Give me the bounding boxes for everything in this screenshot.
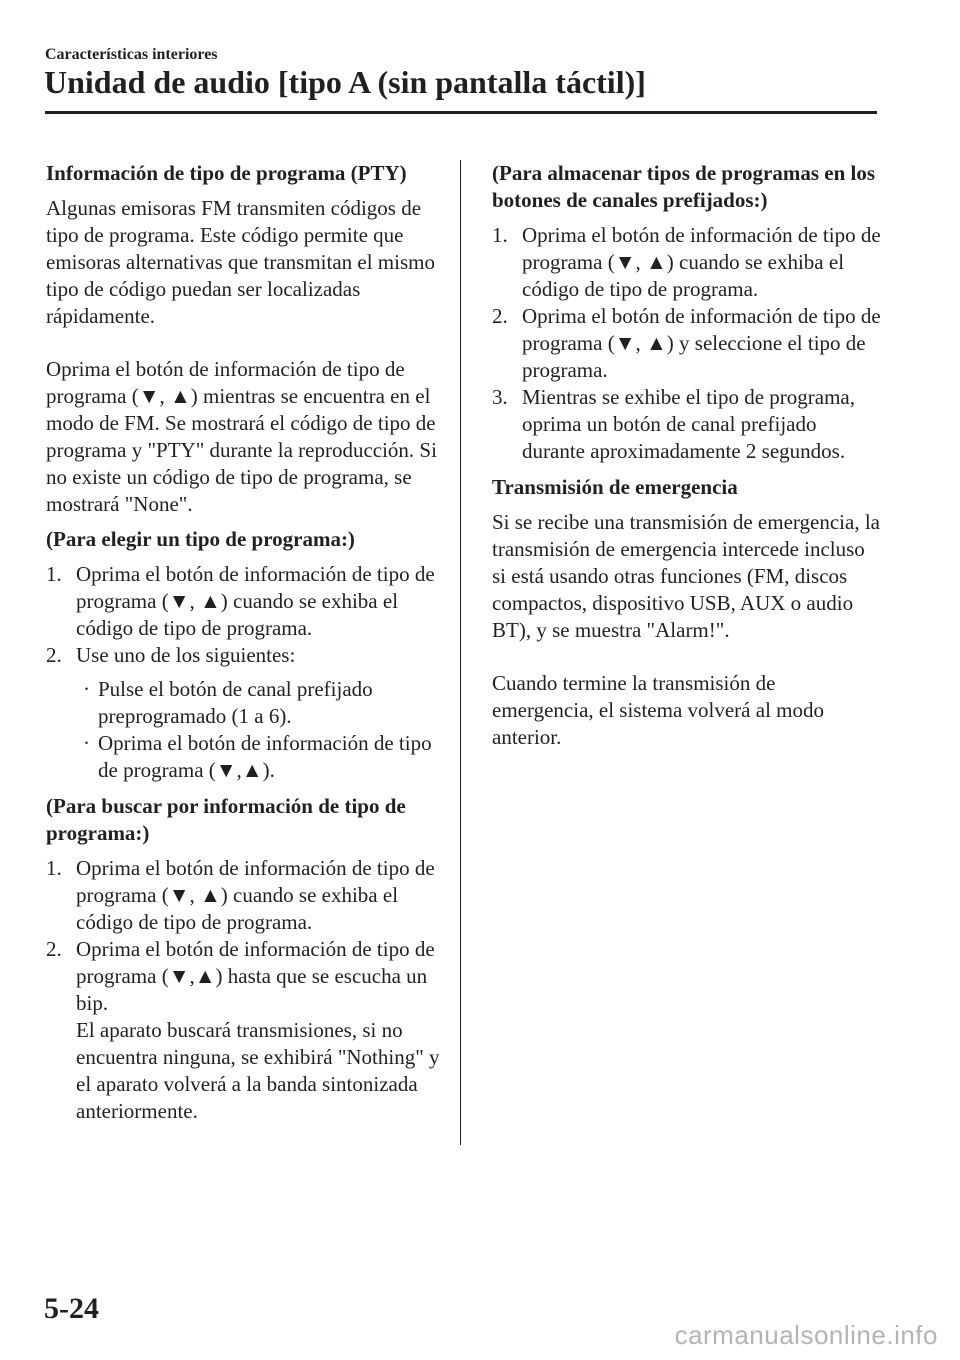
emergency-heading: Transmisión de emergencia xyxy=(492,475,738,499)
column-divider xyxy=(460,160,461,1145)
step-text: Oprima el botón de información de tipo de programa (▼,▲) hasta que se escucha un bip. xyxy=(76,937,435,1015)
store-program-heading: (Para almacenar tipos de programas en los botones de canales prefijados:) xyxy=(492,161,876,212)
step-text: Oprima el botón de información de tipo de programa (▼, ▲) y seleccione el tipo de programa. xyxy=(522,304,881,382)
search-program-steps xyxy=(46,855,446,1125)
emergency-paragraph: Si se recibe una transmisión de emergencia, la transmisión de emergencia intercede incluso si está usando otras funciones (FM, discos compactos, dispositivo USB, AUX o audio BT), y se muestra "Alarm!". xyxy=(492,510,880,642)
right-column xyxy=(492,160,882,759)
step-number: 1. xyxy=(46,856,62,880)
bullet-item xyxy=(76,730,446,784)
bullet-text: Oprima el botón de información de tipo de programa (▼,▲). xyxy=(98,731,432,782)
step-text: Oprima el botón de información de tipo de programa (▼, ▲) cuando se exhiba el código de tipo de programa. xyxy=(76,856,435,934)
step-item xyxy=(46,855,446,936)
bullet-text: Pulse el botón de canal prefijado preprogramado (1 a 6). xyxy=(98,677,373,728)
step-number: 2. xyxy=(492,304,508,328)
bullet-item xyxy=(76,676,446,730)
step-item xyxy=(492,303,882,384)
step-item xyxy=(46,642,446,784)
step-text: Use uno de los siguientes: xyxy=(76,643,296,667)
watermark: carmanualsonline.info xyxy=(674,1320,938,1350)
choose-program-heading: (Para elegir un tipo de programa:) xyxy=(46,527,355,551)
search-program-heading: (Para buscar por información de tipo de programa:) xyxy=(46,794,406,845)
step-number: 1. xyxy=(492,223,508,247)
option-bullets xyxy=(76,676,446,784)
step-text: Mientras se exhibe el tipo de programa, oprima un botón de canal prefijado durante aproximadamente 2 segundos. xyxy=(522,385,855,463)
step-note: El aparato buscará transmisiones, si no encuentra ninguna, se exhibirá "Nothing" y el aparato volverá a la banda sintonizada anteriormente. xyxy=(76,1018,440,1123)
step-number: 2. xyxy=(46,937,62,961)
step-item xyxy=(46,561,446,642)
step-item xyxy=(492,222,882,303)
header-rule xyxy=(45,111,877,114)
step-text: Oprima el botón de información de tipo de programa (▼, ▲) cuando se exhiba el código de tipo de programa. xyxy=(522,223,881,301)
left-column xyxy=(46,160,446,1134)
bullet-dot-icon: · xyxy=(83,731,90,755)
emergency-end-paragraph: Cuando termine la transmisión de emergencia, el sistema volverá al modo anterior. xyxy=(492,671,824,749)
step-item xyxy=(492,384,882,465)
pty-heading: Información de tipo de programa (PTY) xyxy=(46,161,407,185)
choose-program-steps xyxy=(46,561,446,784)
pty-intro-paragraph: Algunas emisoras FM transmiten códigos de tipo de programa. Este código permite que emisoras alternativas que transmitan el mismo tipo de código puedan ser localizadas rápidamente. xyxy=(46,196,435,328)
step-number: 3. xyxy=(492,385,508,409)
step-item xyxy=(46,936,446,1125)
step-number: 1. xyxy=(46,562,62,586)
bullet-dot-icon: · xyxy=(83,677,90,701)
page-number: 5-24 xyxy=(44,1292,99,1325)
chapter-title: Unidad de audio [tipo A (sin pantalla táctil)] xyxy=(44,64,646,100)
pty-press-paragraph: Oprima el botón de información de tipo de programa (▼, ▲) mientras se encuentra en el modo de FM. Se mostrará el código de tipo de programa y "PTY" durante la reproducción. Si no existe un código de tipo de programa, se mostrará "None". xyxy=(46,357,437,516)
store-program-steps xyxy=(492,222,882,465)
section-label: Características interiores xyxy=(45,46,218,63)
step-text: Oprima el botón de información de tipo de programa (▼, ▲) cuando se exhiba el código de tipo de programa. xyxy=(76,562,435,640)
step-number: 2. xyxy=(46,643,62,667)
